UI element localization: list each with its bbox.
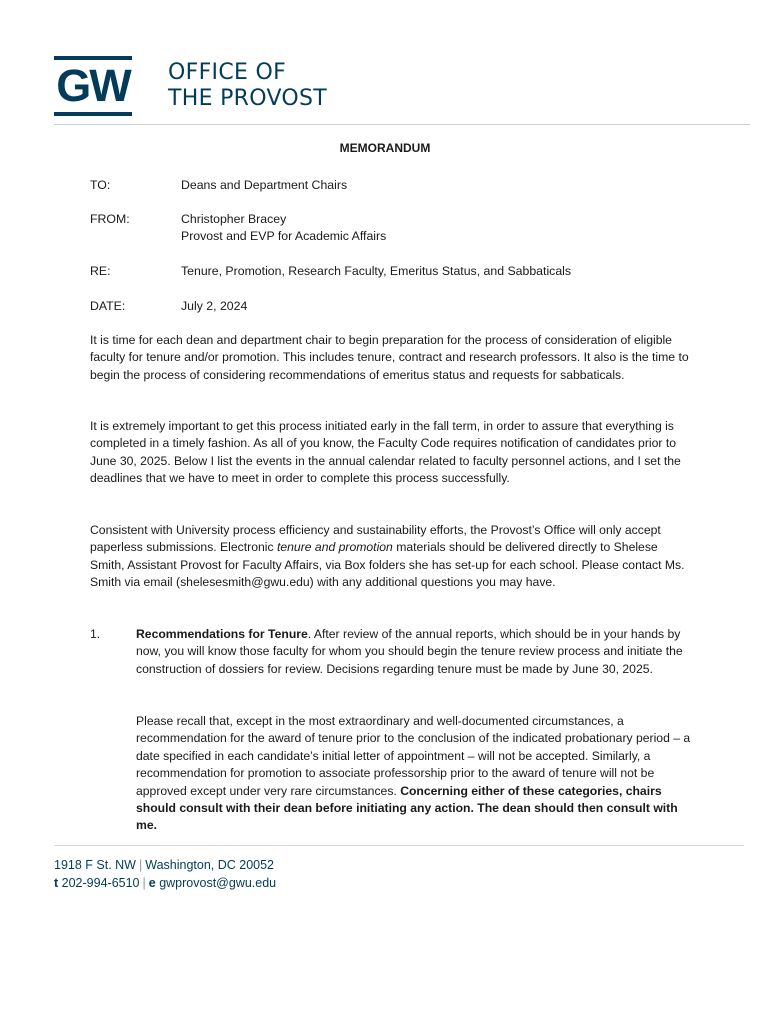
date-value: July 2, 2024: [181, 299, 248, 313]
office-title-line1: OFFICE OF: [168, 60, 287, 85]
logo-bottom-rule: [54, 112, 132, 116]
item-1-text-b-bold: Concerning either of these categories, chairs should consult with their dean before initiating any action. The dean should then consult with me.: [136, 783, 678, 833]
paragraph-3-part-a: Consistent with University process efficiency and sustainability efforts, the Provost’s Office will only accept paperless submissions. Electronic: [90, 523, 661, 555]
from-title: Provost and EVP for Academic Affairs: [181, 229, 387, 243]
footer: [54, 856, 276, 892]
footer-separator-1: |: [138, 858, 143, 872]
header-divider: [54, 124, 750, 125]
footer-street: 1918 F St. NW: [54, 858, 136, 872]
paragraph-2-text: It is extremely important to get this process initiated early in the fall term, in order to assure that everything is completed in a timely fashion. As all of you know, the Faculty Code requires notification of candidates prior to June 30, 2025. Below I list the events in the annual calendar related to faculty personnel actions, and I set the deadlines that we have to meet in order to complete this process successfully.: [90, 419, 681, 486]
item-1-text-b: Please recall that, except in the most extraordinary and well-documented circumstances, a recommendation for the award of tenure prior to the conclusion of the indicated probationary period – a date specified in each candidate’s initial letter of appointment – will not be accepted. Similarly, a recommendation for promotion to associate professorship prior to the award of tenure will not be approved except under very rare circumstances.: [136, 714, 691, 798]
footer-address-line: [54, 856, 276, 874]
from-label: FROM:: [90, 212, 130, 226]
item-1-body: [136, 626, 696, 678]
footer-email-prefix: e: [148, 876, 156, 890]
footer-contact-line: [54, 874, 276, 892]
office-title: [168, 60, 327, 112]
item-1-number: 1.: [90, 627, 101, 641]
logo-letters: GW: [56, 60, 130, 111]
item-1-heading: Recommendations for Tenure: [136, 627, 308, 641]
re-label: RE:: [90, 264, 111, 278]
paragraph-1: [90, 332, 690, 384]
footer-divider: [54, 845, 744, 846]
paragraph-2: [90, 418, 690, 488]
item-1-followup: [136, 713, 696, 835]
from-name: Christopher Bracey: [181, 212, 287, 226]
footer-city: Washington, DC 20052: [145, 858, 275, 872]
re-value: Tenure, Promotion, Research Faculty, Emeritus Status, and Sabbaticals: [181, 264, 572, 278]
paragraph-3-text: [90, 522, 690, 592]
footer-email[interactable]: gwprovost@gwu.edu: [159, 876, 277, 890]
paragraph-3-part-b: materials should be delivered directly to Shelese Smith, Assistant Provost for Faculty Affairs, via Box folders she has set-up for each school. Please contact Ms. Smith via email (shelesesmith@gwu.edu) with any additional questions you may have.: [90, 540, 685, 590]
date-label: DATE:: [90, 299, 126, 313]
to-value: Deans and Department Chairs: [181, 178, 348, 192]
to-label: TO:: [90, 178, 111, 192]
paragraph-1-text: It is time for each dean and department chair to begin preparation for the process of consideration of eligible faculty for tenure and/or promotion. This includes tenure, contract and research professors. It also is the time to begin the process of considering recommendations of emeritus status and requests for sabbaticals.: [90, 333, 689, 382]
footer-phone-prefix: t: [54, 876, 59, 890]
paragraph-3-emphasis: tenure and promotion: [276, 540, 393, 555]
office-title-line2: THE PROVOST: [168, 86, 328, 111]
item-1-text-a: . After review of the annual reports, which should be in your hands by now, you will know those faculty for whom you should begin the tenure review process and initiate the construction of dossiers for review. Decisions regarding tenure must be made by June 30, 2025.: [136, 627, 683, 676]
memo-heading: [0, 141, 770, 155]
footer-phone[interactable]: 202-994-6510: [61, 876, 140, 890]
memo-heading-text: MEMORANDUM: [339, 141, 431, 155]
footer-separator-2: |: [142, 876, 146, 890]
gw-logo: [54, 56, 132, 116]
paragraph-3: [90, 522, 690, 592]
